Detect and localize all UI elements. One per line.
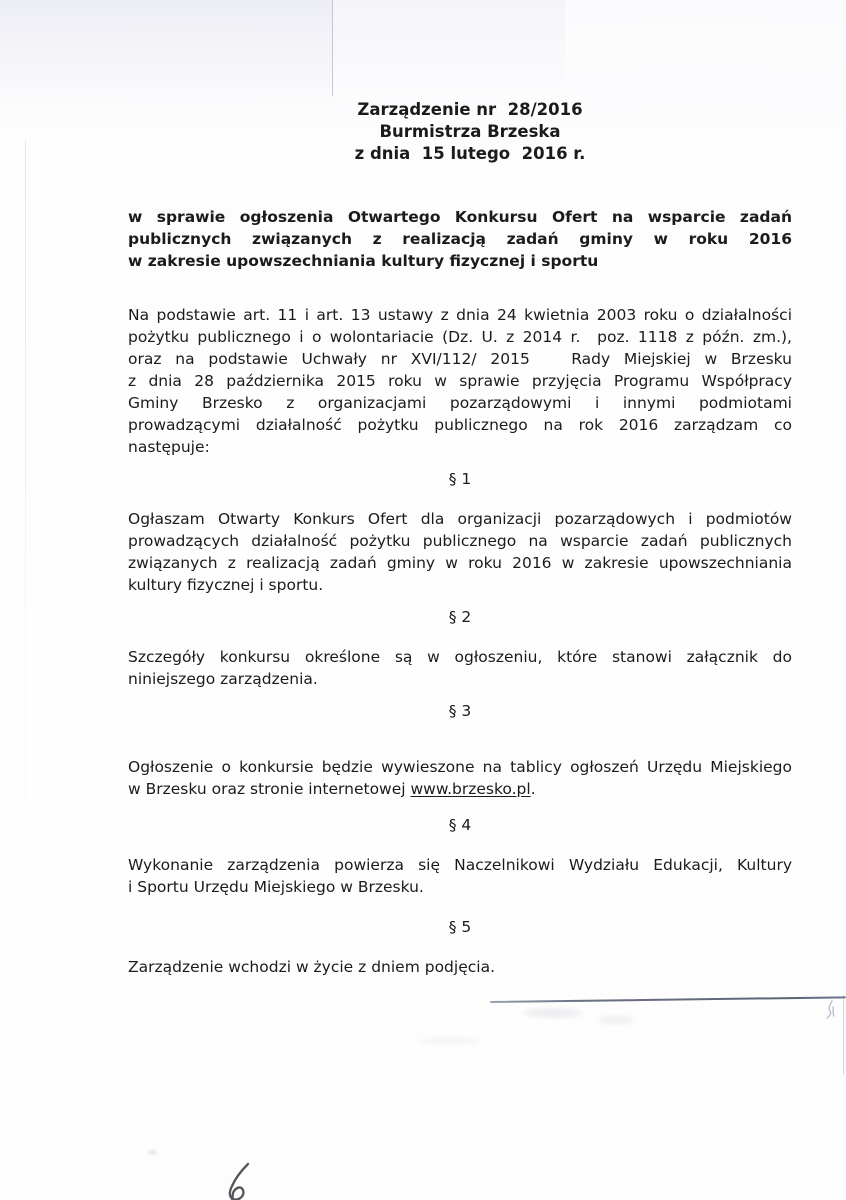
section-paragraph [128,854,792,898]
scan-smudge [148,1150,157,1155]
preamble-line: prowadzącymi działalność pożytku publicznego na rok 2016 zarządzam co [128,416,792,434]
paragraph-line: Ogłaszam Otwarty Konkurs Ofert dla organizacji pozarządowych i podmiotów [128,510,792,528]
paragraph-line: Zarządzenie wchodzi w życie z dniem podjęcia. [128,958,495,976]
section-mark: § 5 [448,918,472,936]
handwritten-mark [212,1162,260,1200]
section-mark: § 4 [448,816,472,834]
section-paragraph [128,756,792,800]
paragraph-text: w Brzesku oraz stronie internetowej [128,780,411,798]
section-mark: § 2 [448,608,472,626]
preamble-line: następuje: [128,438,210,456]
page-crease-line [332,0,333,96]
preamble-line: Na podstawie art. 11 i art. 13 ustawy z dnia 24 kwietnia 2003 roku o działalności [128,306,792,324]
faint-pen-mark [818,998,842,1024]
website-url: www.brzesko.pl [410,780,531,798]
section-mark: § 3 [448,702,472,720]
paragraph-line: i Sportu Urzędu Miejskiego w Brzesku. [128,878,424,896]
paragraph-line: związanych z realizacją zadań gminy w roku 2016 w zakresie upowszechniania [128,554,792,572]
paragraph-line [128,778,792,800]
document-title-line: Burmistrza Brzeska [379,122,561,141]
paper-tint-patch [333,0,565,100]
paragraph-line: Ogłoszenie o konkursie będzie wywieszone na tablicy ogłoszeń Urzędu Miejskiego [128,758,792,776]
subject-line: w sprawie ogłoszenia Otwartego Konkursu Ofert na wsparcie zadań [128,208,792,226]
page-edge-shadow [843,995,844,1075]
section-mark: § 1 [448,470,472,488]
preamble-line: z dnia 28 października 2015 roku w sprawie przyjęcia Programu Współpracy [128,372,792,390]
scan-smudge [598,1016,634,1024]
scan-smudge [524,1008,582,1018]
section-paragraph [128,956,792,978]
preamble-line: oraz na podstawie Uchwały nr XVI/112/ 2015 Rady Miejskiej w Brzesku [128,350,792,368]
section-paragraph [128,646,792,690]
document-title [138,100,802,166]
document-subject [128,206,792,272]
paragraph-line: prowadzących działalność pożytku publicznego na wsparcie zadań publicznych [128,532,792,550]
signature-rule-line [490,996,846,1003]
scan-smudge [420,1038,480,1044]
paragraph-line: Szczegóły konkursu określone są w ogłoszeniu, które stanowi załącznik do [128,648,792,666]
preamble-paragraph [128,304,792,458]
document-title-line: Zarządzenie nr 28/2016 [357,100,583,119]
subject-line: publicznych związanych z realizacją zadań gminy w roku 2016 [128,230,792,248]
paragraph-line: Wykonanie zarządzenia powierza się Naczelnikowi Wydziału Edukacji, Kultury [128,856,792,874]
document-title-line: z dnia 15 lutego 2016 r. [354,144,586,163]
page-crease-line [25,140,26,1010]
subject-line: w zakresie upowszechniania kultury fizycznej i sportu [128,252,599,270]
document-body [128,100,792,978]
paragraph-line: niniejszego zarządzenia. [128,670,318,688]
preamble-line: pożytku publicznego i o wolontariacie (Dz. U. z 2014 r. poz. 1118 z późn. zm.), [128,328,792,346]
preamble-line: Gminy Brzesko z organizacjami pozarządowymi i innymi podmiotami [128,394,792,412]
section-paragraph [128,508,792,596]
paragraph-text: . [530,780,536,798]
paragraph-line: kultury fizycznej i sportu. [128,576,324,594]
